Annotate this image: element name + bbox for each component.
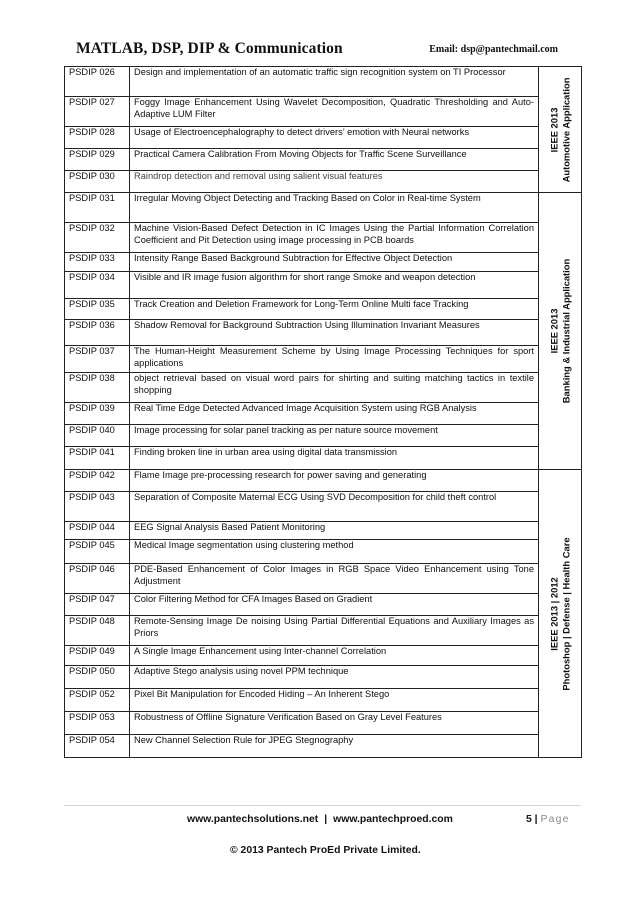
project-title: Usage of Electroencephalography to detect drivers’ emotion with Neural networks: [130, 127, 539, 149]
project-code: PSDIP 045: [65, 540, 130, 564]
category-domain: Photoshop | Defense | Health Care: [560, 536, 571, 691]
table-row: [65, 320, 582, 346]
project-title: Irregular Moving Object Detecting and Tracking Based on Color in Real-time System: [130, 193, 539, 223]
table-row: [65, 689, 582, 712]
category-year: IEEE 2013: [548, 107, 560, 152]
project-title: Finding broken line in urban area using digital data transmission: [130, 447, 539, 470]
project-code: PSDIP 034: [65, 272, 130, 299]
project-code: PSDIP 032: [65, 223, 130, 253]
category-domain: Banking & Industrial Application: [560, 258, 571, 404]
footer-separator: |: [324, 814, 328, 825]
project-code: PSDIP 050: [65, 666, 130, 689]
table-row: [65, 403, 582, 425]
table-row: [65, 223, 582, 253]
project-code: PSDIP 039: [65, 403, 130, 425]
table-row: [65, 666, 582, 689]
project-code: PSDIP 028: [65, 127, 130, 149]
category-label: [549, 537, 572, 690]
table-row: [65, 447, 582, 470]
project-code: PSDIP 029: [65, 149, 130, 171]
project-title: Shadow Removal for Background Subtraction Using Illumination Invariant Measures: [130, 320, 539, 346]
project-title: New Channel Selection Rule for JPEG Stegnography: [130, 735, 539, 758]
project-code: PSDIP 026: [65, 67, 130, 97]
table-row: [65, 171, 582, 193]
footer-link-pantechsolutions[interactable]: www.pantechsolutions.net: [187, 814, 319, 825]
footer-links: [187, 814, 453, 825]
project-title: Separation of Composite Maternal ECG Using SVD Decomposition for child theft control: [130, 492, 539, 522]
page-number-separator: |: [534, 814, 538, 825]
table-row: [65, 272, 582, 299]
project-title: Remote-Sensing Image De noising Using Partial Differential Equations and Auxiliary Images as Priors: [130, 616, 539, 646]
category-label: [549, 259, 572, 403]
project-code: PSDIP 048: [65, 616, 130, 646]
project-code: PSDIP 037: [65, 346, 130, 373]
category-cell: [539, 470, 582, 758]
project-code: PSDIP 036: [65, 320, 130, 346]
page-word: Page: [540, 814, 570, 825]
project-code: PSDIP 054: [65, 735, 130, 758]
table-row: [65, 712, 582, 735]
page-header: [76, 40, 566, 60]
category-label: [549, 77, 572, 182]
page-number: [526, 814, 570, 825]
project-title: Raindrop detection and removal using salient visual features: [130, 171, 539, 193]
project-title: Flame Image pre-processing research for power saving and generating: [130, 470, 539, 492]
project-title: Medical Image segmentation using clustering method: [130, 540, 539, 564]
contact-email: Email: dsp@pantechmail.com: [429, 44, 558, 55]
project-title: Visible and IR image fusion algorithm for short range Smoke and weapon detection: [130, 272, 539, 299]
project-title: PDE-Based Enhancement of Color Images in RGB Space Video Enhancement using Tone Adjustment: [130, 564, 539, 594]
project-code: PSDIP 031: [65, 193, 130, 223]
project-table: [64, 66, 582, 758]
table-row: [65, 540, 582, 564]
category-cell: [539, 67, 582, 193]
table-row: [65, 193, 582, 223]
category-year: IEEE 2013: [548, 308, 560, 354]
project-table-body: [65, 67, 582, 758]
table-row: [65, 425, 582, 447]
project-code: PSDIP 027: [65, 97, 130, 127]
project-code: PSDIP 049: [65, 646, 130, 666]
table-row: [65, 492, 582, 522]
table-row: [65, 616, 582, 646]
project-code: PSDIP 053: [65, 712, 130, 735]
project-title: Track Creation and Deletion Framework for Long-Term Online Multi face Tracking: [130, 299, 539, 320]
footer-link-pantechproed[interactable]: www.pantechproed.com: [333, 814, 453, 825]
project-title: object retrieval based on visual word pairs for shirting and suiting matching tactics in textile shopping: [130, 373, 539, 403]
category-domain: Automotive Application: [560, 77, 571, 182]
table-row: [65, 522, 582, 540]
page-number-value: 5: [526, 814, 532, 825]
table-row: [65, 373, 582, 403]
project-title: Foggy Image Enhancement Using Wavelet Decomposition, Quadratic Thresholding and Auto-Adaptive LUM Filter: [130, 97, 539, 127]
table-row: [65, 253, 582, 272]
project-title: Design and implementation of an automatic traffic sign recognition system on TI Processor: [130, 67, 539, 97]
project-code: PSDIP 038: [65, 373, 130, 403]
project-title: EEG Signal Analysis Based Patient Monitoring: [130, 522, 539, 540]
project-code: PSDIP 041: [65, 447, 130, 470]
project-code: PSDIP 033: [65, 253, 130, 272]
project-code: PSDIP 030: [65, 171, 130, 193]
project-title: Intensity Range Based Background Subtraction for Effective Object Detection: [130, 253, 539, 272]
category-cell: [539, 193, 582, 470]
project-code: PSDIP 044: [65, 522, 130, 540]
project-code: PSDIP 040: [65, 425, 130, 447]
project-title: The Human-Height Measurement Scheme by Using Image Processing Techniques for sport applications: [130, 346, 539, 373]
table-row: [65, 646, 582, 666]
footer-divider: [64, 805, 581, 806]
table-row: [65, 594, 582, 616]
project-code: PSDIP 052: [65, 689, 130, 712]
project-code: PSDIP 047: [65, 594, 130, 616]
project-title: Pixel Bit Manipulation for Encoded Hiding – An Inherent Stego: [130, 689, 539, 712]
table-row: [65, 127, 582, 149]
table-row: [65, 735, 582, 758]
project-title: Image processing for solar panel tracking as per nature source movement: [130, 425, 539, 447]
project-title: Practical Camera Calibration From Moving Objects for Traffic Scene Surveillance: [130, 149, 539, 171]
project-title: Machine Vision-Based Defect Detection in IC Images Using the Partial Information Correlation Coefficient and Pit Detection using image processing in PCB boards: [130, 223, 539, 253]
project-title: Robustness of Offline Signature Verification Based on Gray Level Features: [130, 712, 539, 735]
project-code: PSDIP 043: [65, 492, 130, 522]
document-title: MATLAB, DSP, DIP & Communication: [76, 40, 343, 57]
project-code: PSDIP 042: [65, 470, 130, 492]
table-row: [65, 299, 582, 320]
table-row: [65, 564, 582, 594]
project-code: PSDIP 046: [65, 564, 130, 594]
table-row: [65, 346, 582, 373]
table-row: [65, 67, 582, 97]
table-row: [65, 97, 582, 127]
table-row: [65, 149, 582, 171]
project-title: A Single Image Enhancement using Inter-channel Correlation: [130, 646, 539, 666]
project-title: Adaptive Stego analysis using novel PPM technique: [130, 666, 539, 689]
project-title: Color Filtering Method for CFA Images Based on Gradient: [130, 594, 539, 616]
category-year: IEEE 2013 | 2012: [548, 576, 560, 651]
copyright-notice: © 2013 Pantech ProEd Private Limited.: [230, 845, 421, 856]
table-row: [65, 470, 582, 492]
project-code: PSDIP 035: [65, 299, 130, 320]
project-title: Real Time Edge Detected Advanced Image Acquisition System using RGB Analysis: [130, 403, 539, 425]
